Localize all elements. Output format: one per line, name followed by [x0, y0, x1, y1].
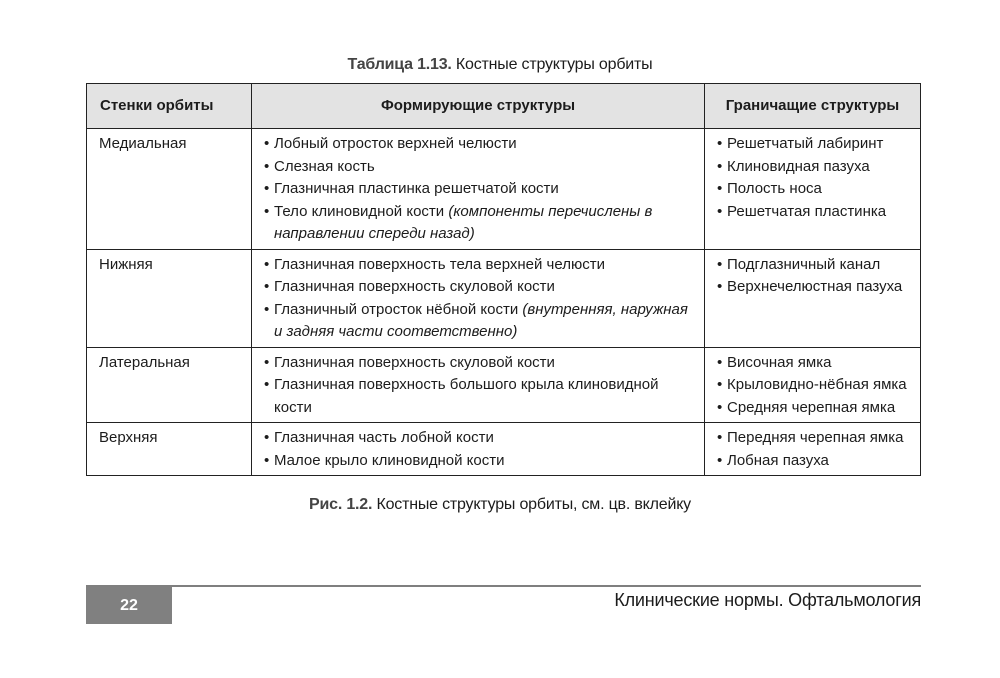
table-row — [87, 129, 921, 250]
forming-structures-cell — [252, 249, 705, 347]
list-item: • Глазничная поверхность тела верхней челюсти — [264, 254, 694, 277]
table-row — [87, 423, 921, 476]
table-caption-label: Таблица 1.13. — [347, 56, 452, 73]
bordering-structures-cell — [705, 249, 921, 347]
list-item: • Тело клиновидной кости (компоненты перечислены в направлении спереди назад) — [264, 201, 694, 246]
list-item: • Лобная пазуха — [717, 450, 910, 473]
list-item: • Глазничная пластинка решетчатой кости — [264, 178, 694, 201]
forming-structures-cell — [252, 347, 705, 423]
list-item: • Крыловидно-нёбная ямка — [717, 374, 910, 397]
list-item: • Лобный отросток верхней челюсти — [264, 133, 694, 156]
figure-caption-label: Рис. 1.2. — [309, 496, 373, 513]
list-item: • Подглазничный канал — [717, 254, 910, 277]
wall-name: Медиальная — [87, 129, 252, 250]
list-item: • Решетчатый лабиринт — [717, 133, 910, 156]
header-forming: Формирующие структуры — [252, 84, 705, 129]
list-item: • Слезная кость — [264, 156, 694, 179]
running-title: Клинические нормы. Офтальмология — [614, 590, 921, 610]
italic-note: (компоненты перечислены в направлении спереди назад) — [274, 202, 653, 242]
list-item: • Средняя черепная ямка — [717, 397, 910, 420]
list-item: • Решетчатая пластинка — [717, 201, 910, 224]
wall-name: Латеральная — [87, 347, 252, 423]
list-item: • Полость носа — [717, 178, 910, 201]
figure-caption — [0, 496, 1000, 514]
italic-note: (внутренняя, наружная и задняя части соответственно) — [274, 300, 688, 340]
list-item: • Верхнечелюстная пазуха — [717, 276, 910, 299]
table-header-row — [87, 84, 921, 129]
list-item: • Глазничная часть лобной кости — [264, 427, 694, 450]
wall-name: Нижняя — [87, 249, 252, 347]
wall-name: Верхняя — [87, 423, 252, 476]
list-item: • Глазничная поверхность большого крыла клиновидной кости — [264, 374, 694, 419]
list-item: • Глазничная поверхность скуловой кости — [264, 276, 694, 299]
footer-rule — [86, 585, 921, 587]
list-item: • Малое крыло клиновидной кости — [264, 450, 694, 473]
page-number: 22 — [86, 587, 172, 624]
forming-structures-cell — [252, 423, 705, 476]
header-walls: Стенки орбиты — [87, 84, 252, 129]
table-caption-text: Костные структуры орбиты — [451, 56, 653, 73]
table-caption — [0, 56, 1000, 74]
bordering-structures-cell — [705, 347, 921, 423]
orbit-structures-table — [86, 83, 921, 476]
list-item: • Клиновидная пазуха — [717, 156, 910, 179]
table-row — [87, 347, 921, 423]
bordering-structures-cell — [705, 129, 921, 250]
bordering-structures-cell — [705, 423, 921, 476]
list-item: • Височная ямка — [717, 352, 910, 375]
forming-structures-cell — [252, 129, 705, 250]
figure-caption-text: Костные структуры орбиты, см. цв. вклейку — [372, 496, 691, 513]
header-bordering: Граничащие структуры — [705, 84, 921, 129]
list-item: • Глазничная поверхность скуловой кости — [264, 352, 694, 375]
list-item: • Глазничный отросток нёбной кости (внутренняя, наружная и задняя части соответственно) — [264, 299, 694, 344]
table-row — [87, 249, 921, 347]
list-item: • Передняя черепная ямка — [717, 427, 910, 450]
